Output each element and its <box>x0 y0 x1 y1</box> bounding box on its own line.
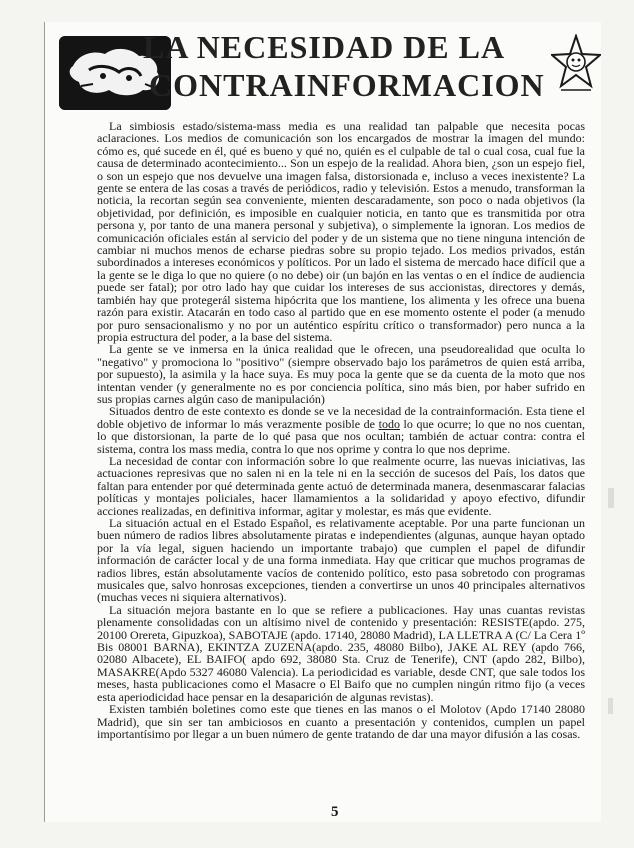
document-page <box>44 22 601 822</box>
paragraph-7: Existen también boletines como este que tienes en las manos o el Molotov (Apdo 17140 28080 Madrid), que sin ser tan ambiciosos en cuanto a presentación y contenidos, cumplen un papel importantísimo por llegar a un buen número de gente tratando de dar una mayor difusión a las cosas. <box>97 702 585 741</box>
underlined-word: todo <box>378 416 400 431</box>
paragraph-1: La simbiosis estado/sistema-mass media es una realidad tan palpable que necesita pocas aclaraciones. Los medios de comunicación son los encargados de mostrar la imagen del mundo: cómo es, qué sucede en él, qué es bueno y qué no, quién es el culpable de tal o cual cosa, cual fue la causa de determinado acontecimiento... Son un espejo de la realidad. Ahora bien, ¿son un espejo fiel, o son un espejo que nos devuelve una imagen falsa, distorsionada e, incluso a veces inexistente? La gente se entera de las cosas a través de periódicos, radio y televisión. Estos a menudo, transforman la noticia, la recortan según sea conveniente, mienten descaradamente, son poco o nada objetivos (la objetividad, por definición, es imposible en cualquier noticia, en tanto que es transmitida por otra persona y, por tanto de una manera personal y subjetiva), o simplemente la ignoran. Los medios de comunicación oficiales están al servicio del poder y de un sistema que no tiene ninguna intención de cambiar ni muchos menos de echarse piedras sobre su propio tejado. Los medios privados, están subordinados a intereses económicos y políticos. Por un lado el sistema de mercado hace difícil que a la gente se le diga lo que no quiere (o no debe) oir (un bajón en las ventas o en el índice de audiencia puede ser fatal); por otro lado hay que cuidar los intereses de sus accionistas, directores y demás, también hay que protegerál sistema hipócrita que los mantiene, los alimenta y les ofrece una buena razón para existir. Atacarán en todo caso al partido que en ese momento ostente el poder (a menudo por puro sensacionalismo y no por un auténtico espíritu crítico o transformador) pero nunca a la propia estructura del poder, a la base del sistema. <box>97 119 585 344</box>
paragraph-6: La situación mejora bastante en lo que se refiere a publicaciones. Hay unas cuantas revistas plenamente consolidadas con un altísimo nivel de contenido y presentación: RESISTE(apdo. 275, 20100 Orereta, Gipuzkoa), SABOTAJE (apdo. 17140, 28080 Madrid), LA LLETRA A (C/ La Cera 1º Bis 08001 BARNA), EKINTZA ZUZENA(apdo. 235, 48080 Bilbo), JAKE AL REY (apdo 766, 02080 Albacete), EL BAIFO( apdo 692, 38080 Sta. Cruz de Tenerife), CNT (apdo 282, Bilbo), MASAKRE(Apdo 5327 46080 Valencia). La periodicidad es variable, desde CNT, que sale todos los meses, hasta publicaciones como el Masacre o El Baifo que no cumplen ningún ritmo fijo (a veces esta aperiodicidad hace pensar en la desaparición de algunas revistas). <box>97 602 585 704</box>
title-line-1: LA NECESIDAD DE LA <box>143 29 506 65</box>
article-header <box>45 22 601 117</box>
paragraph-3-start: Situados dentro de este contexto es donde se ve la necesidad de la contrainformación. Esta tiene el doble objetivo de informar lo más verazmente posible de <box>97 404 585 431</box>
page-number: 5 <box>331 804 339 820</box>
star-cat-logo-icon <box>551 34 601 96</box>
article-body <box>97 120 585 740</box>
paragraph-3 <box>97 405 585 455</box>
article-title <box>143 28 583 104</box>
paragraph-3-end: lo que ocurre; lo que no nos cuentan, lo que distorsionan, la parte de lo qué pasa que nos ocultan; también de actuar contra: contra el sistema, contra los mass media, contra lo que nos oprime y contra lo que nos deprime. <box>97 416 585 456</box>
paragraph-2: La gente se ve inmersa en la única realidad que le ofrecen, una pseudorealidad que oculta lo "negativo" y promociona lo "positivo" (siempre observado bajo los parámetros de quien está arriba, por supuesto), la asimila y la hace suya. Es muy poca la gente que se da cuenta de la moto que nos intentan vender (y generalmente no es por conciencia política, sino más bien, por haber sufrido en sus propias carnes algún caso de manipulación) <box>97 342 585 406</box>
scan-artifact <box>608 698 613 714</box>
scan-artifact <box>608 488 614 508</box>
title-line-2: CONTRAINFORMACION <box>149 67 545 103</box>
paragraph-4: La necesidad de contar con información sobre lo que realmente ocurre, las nuevas iniciativas, las actuaciones represivas que no salen ni en la tele ni en la sección de sucesos del País, los datos que faltan para entender por qué determinada gente actuó de determinada manera, desenmascarar falacias políticas y montajes policiales, hacer llamamientos a la solidaridad y apoyo efectivo, difundir acciones realizadas, en definitiva informar, agitar y molestar, es más que evidente. <box>97 453 585 518</box>
paragraph-5: La situación actual en el Estado Español, es relativamente aceptable. Por una parte funcionan un buen número de radios libres absolutamente piratas e independientes (algunas, aunque hayan optado por la vía legal, siguen haciendo un importante trabajo) que cumplen el papel de difundir información de carácter local y de una forma inmediata. Hay que criticar que muchos programas de radios libres, están absolutamente vacíos de contenido político, esto pasa sobretodo con programas musicales que, salvo honrosas excepciones, tienden a convertirse un unos 40 principales alternativos (muchas veces ni siquiera alternativos). <box>97 516 585 605</box>
